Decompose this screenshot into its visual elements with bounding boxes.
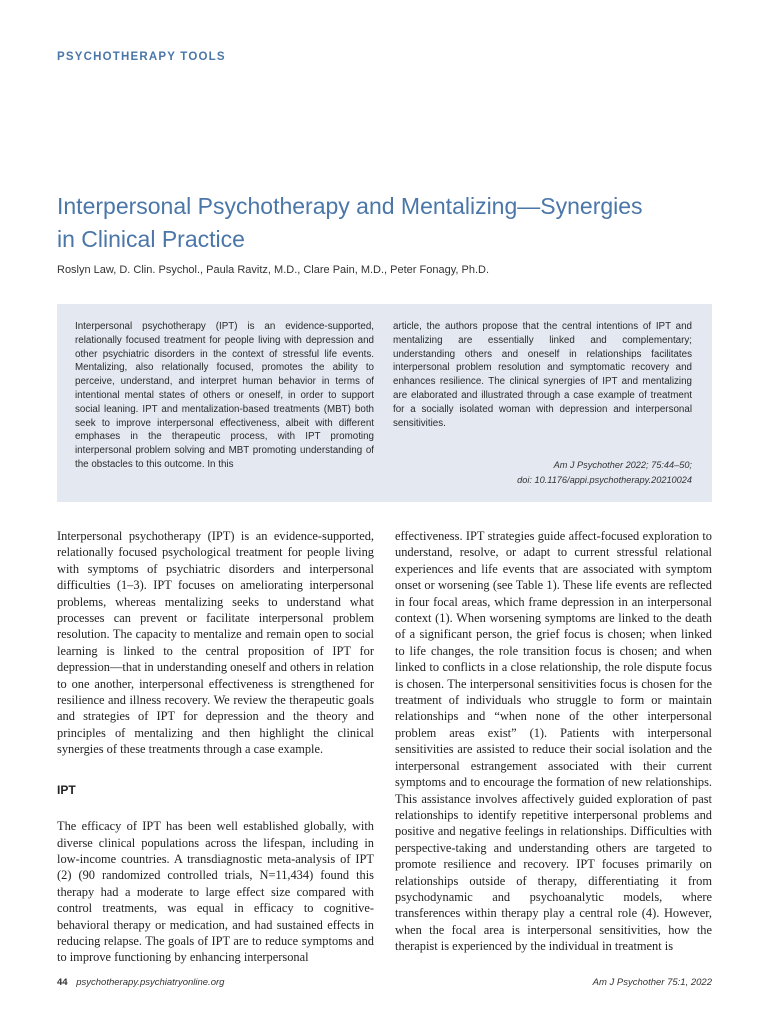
article-title: Interpersonal Psychotherapy and Mentalizing—Synergies in Clinical Practice — [57, 193, 643, 252]
article-authors: Roslyn Law, D. Clin. Psychol., Paula Ravitz, M.D., Clare Pain, M.D., Peter Fonagy, Ph.D. — [57, 264, 490, 276]
citation — [517, 458, 692, 488]
journal-url[interactable]: psychotherapy.psychiatryonline.org — [76, 977, 225, 988]
abstract-left-column: Interpersonal psychotherapy (IPT) is an evidence-supported, relationally focused treatment for people living with depression and other psychiatric disorders in the context of stressful life events. Mentalizing, also relationally focused, promotes the ability to perceive, understand, and interpret human behavior in terms of intentional mental states of others or oneself, in order to support social leaning. IPT and mentalization-based treatments (MBT) both seek to improve interpersonal effectiveness, albeit with different emphases in the therapeutic process, with IPT promoting interpersonal problem solving and MBT promoting understanding of the obstacles to this outcome. In this — [75, 321, 374, 470]
citation-line-1: Am J Psychother 2022; 75:44–50; — [553, 460, 692, 470]
citation-doi: doi: 10.1176/appi.psychotherapy.20210024 — [517, 475, 692, 485]
body-right-column — [395, 528, 712, 955]
section-label: PSYCHOTHERAPY TOOLS — [57, 51, 226, 63]
right-column-paragraph: effectiveness. IPT strategies guide affect-focused exploration to understand, resolve, or adapt to current stressful relational experiences and life events that are associated with symptom onset or worsening (see Table 1). These life events are reflected in four focal areas, which frame depression in an interpersonal context (1). When worsening symptoms are linked to the death of a significant person, the grief focus is chosen; when linked to life changes, the role transition focus is chosen; and when linked to conflicts in a close relationship, the role dispute focus is chosen. The interpersonal sensitivities focus is chosen for the treatment of individuals who struggle to form or maintain relationships and “when none of the other interpersonal problem areas exist” (1). Patients with interpersonal sensitivities are assisted to reduce their social isolation and the interpersonal estrangement associated with their current symptoms and to encourage the formation of new relationships. This assistance involves affectively guided exploration of past relationships to identify repetitive interpersonal problems and positive and negative feelings in relationships. Difficulties with perspective-taking and understanding others are targeted to promote resilience and recovery. IPT focuses primarily on relationships outside of therapy, differentiating it from psychodynamic and psychoanalytic models, where transferences within therapy play a central role (4). However, when the focal area is interpersonal sensitivities, how the therapist is experienced by the individual in treatment is — [395, 529, 712, 954]
abstract-box — [57, 304, 712, 502]
intro-paragraph: Interpersonal psychotherapy (IPT) is an evidence-supported, relationally focused psychological treatment for people living with symptoms of psychiatric disorders and interpersonal difficulties (1–3). IPT focuses on ameliorating interpersonal problems, whereas mentalizing seeks to understand what processes can prevent or facilitate interpersonal problem resolution. The capacity to mentalize and remain open to social learning is linked to the central proposition of IPT for depression—that in understanding oneself and others in relation to one another, interpersonal effectiveness is strengthened for resilience and illness recovery. We review the therapeutic goals and strategies of IPT for depression and the theory and principles of mentalizing and then highlight the clinical synergies of these treatments through a case example. — [57, 529, 374, 757]
page-number: 44 — [57, 977, 68, 988]
footer-journal-issue: Am J Psychother 75:1, 2022 — [592, 977, 712, 988]
footer-left — [57, 977, 224, 988]
section-heading-ipt: IPT — [57, 782, 76, 797]
abstract-right-column: article, the authors propose that the central intentions of IPT and mentalizing are essentially linked and complementary; understanding others and oneself in relationships facilitates interpersonal problem resolution and symptomatic recovery and enhances resilience. The clinical synergies of IPT and mentalizing are elaborated and illustrated through a case example of treatment for a socially isolated woman with depression and interpersonal sensitivities. — [393, 321, 692, 429]
body-left-column — [57, 528, 374, 966]
ipt-paragraph: The efficacy of IPT has been well established globally, with diverse clinical populations across the lifespan, including in low-income countries. A transdiagnostic meta-analysis of IPT (2) (90 randomized controlled trials, N=11,434) found this therapy had a moderate to large effect size compared with control treatments, was equal in efficacy to cognitive-behavioral therapy or medication, and had sustained effects in reducing relapse. The goals of IPT are to reduce symptoms and to improve functioning by enhancing interpersonal — [57, 819, 374, 965]
